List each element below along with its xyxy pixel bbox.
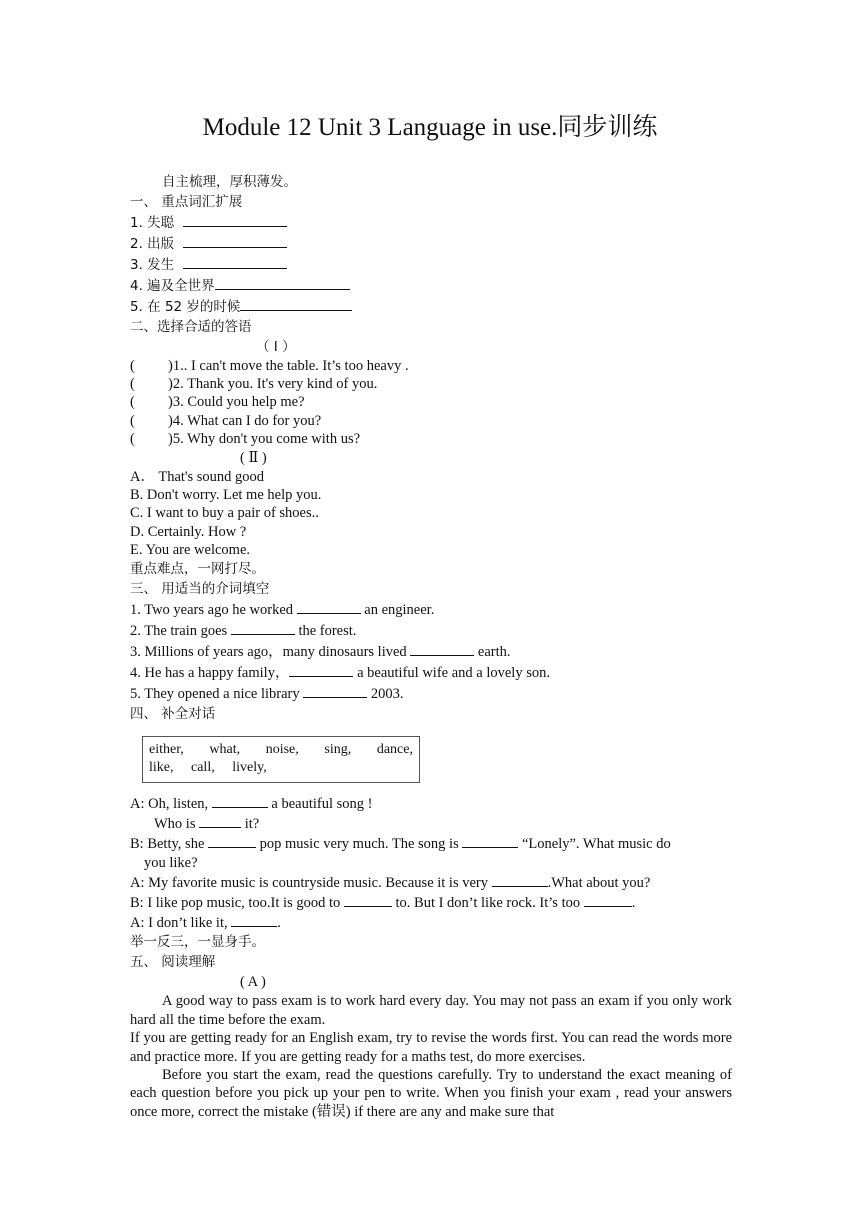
passage-label: ( A ) [240, 974, 266, 991]
answer-option: D. Certainly. How ? [130, 523, 247, 540]
choice-question: ( )2. Thank you. It's very kind of you. [130, 376, 378, 393]
vocab-item: 3. 发生 [130, 254, 732, 275]
word-bank-box [142, 736, 420, 783]
worksheet-body [130, 172, 732, 1121]
answer-blank[interactable] [183, 254, 287, 269]
dialogue-line: A: Oh, listen, a beautiful song ! [130, 793, 732, 813]
word-bank-row [149, 759, 413, 777]
answer-blank[interactable] [231, 620, 295, 635]
word-bank-word: noise, [265, 742, 299, 758]
choice-question: ( )4. What can I do for you? [130, 412, 322, 429]
word-bank-word: dance, [376, 742, 413, 758]
section-5-heading: 五、 阅读理解 [130, 954, 216, 971]
word-bank-word: like, [149, 760, 174, 776]
answer-blank[interactable] [183, 233, 287, 248]
vocab-item: 2. 出版 [130, 233, 732, 254]
vocab-item: 1. 失聪 [130, 212, 732, 233]
answer-option: E. You are welcome. [130, 541, 251, 558]
word-bank-word: lively, [232, 760, 267, 776]
section-3-heading: 三、 用适当的介词填空 [130, 581, 270, 598]
tail-line: 举一反三，一显身手。 [130, 934, 265, 951]
section-2-heading: 二、选择合适的答语 [130, 319, 252, 335]
dialogue-line: Who is it? [130, 813, 732, 833]
section-4-heading: 四、 补全对话 [130, 706, 216, 723]
answer-blank[interactable] [410, 641, 474, 656]
answer-blank[interactable] [199, 813, 241, 828]
answer-blank[interactable] [183, 212, 287, 227]
answer-blank[interactable] [231, 912, 277, 927]
fill-item: 4. He has a happy family， a beautiful wife and a lovely son. [130, 662, 732, 683]
intro-line: 自主梳理，厚积薄发。 [162, 174, 297, 190]
mid-line: 重点难点，一网打尽。 [130, 561, 265, 578]
fill-item: 5. They opened a nice library 2003. [130, 683, 732, 704]
answer-blank[interactable] [208, 833, 256, 848]
passage-paragraph: If you are getting ready for an English exam, try to revise the words first. You can read the words more and practice more. If you are getting ready for a maths test, do more exercises. [130, 1030, 732, 1065]
answer-blank[interactable] [344, 892, 392, 907]
answer-blank[interactable] [462, 833, 518, 848]
fill-item: 1. Two years ago he worked an engineer. [130, 599, 732, 620]
dialogue-line: A: My favorite music is countryside music. Because it is very .What about you? [130, 872, 732, 892]
fill-item: 2. The train goes the forest. [130, 620, 732, 641]
answer-blank[interactable] [289, 662, 353, 677]
answer-blank[interactable] [212, 793, 268, 808]
dialogue-line: A: I don’t like it, . [130, 912, 732, 932]
answer-option: C. I want to buy a pair of shoes.. [130, 505, 319, 522]
answer-option: B. Don't worry. Let me help you. [130, 487, 322, 504]
choice-question: ( )5. Why don't you come with us? [130, 430, 361, 447]
vocab-item: 5. 在 52 岁的时候 [130, 296, 732, 317]
answer-blank[interactable] [303, 683, 367, 698]
fill-item: 3. Millions of years ago，many dinosaurs lived earth. [130, 641, 732, 662]
dialogue-line: you like? [144, 854, 198, 871]
group-label: （ Ⅰ ） [256, 339, 296, 355]
passage-paragraph: A good way to pass exam is to work hard every day. You may not pass an exam if you only work hard all the time before the exam. [130, 993, 732, 1028]
answer-option: A． That's sound good [130, 469, 265, 486]
word-bank-word: what, [209, 742, 241, 758]
section-1-heading: 一、 重点词汇扩展 [130, 194, 243, 210]
answer-blank[interactable] [240, 296, 352, 311]
page-title: Module 12 Unit 3 Language in use.同步训练 [202, 114, 658, 141]
word-bank-word: call, [191, 760, 215, 776]
word-bank-word: sing, [324, 742, 352, 758]
answer-blank[interactable] [215, 275, 350, 290]
group-label: ( Ⅱ ) [240, 450, 267, 467]
answer-blank[interactable] [297, 599, 361, 614]
choice-question: ( )3. Could you help me? [130, 394, 305, 411]
dialogue-line: B: I like pop music, too.It is good to to. But I don’t like rock. It’s too . [130, 892, 732, 912]
answer-blank[interactable] [492, 872, 548, 887]
vocab-item: 4. 遍及全世界 [130, 275, 732, 296]
choice-question: ( )1.. I can't move the table. It’s too heavy . [130, 358, 409, 374]
word-bank-word: either, [149, 742, 184, 758]
dialogue-line: B: Betty, she pop music very much. The song is “Lonely”. What music do [130, 833, 732, 853]
answer-blank[interactable] [584, 892, 632, 907]
passage-paragraph: Before you start the exam, read the questions carefully. Try to understand the exact meaning of each question before you pick up your pen to write. When you finish your exam , read your answers once more, correct the mistake (错误) if there are any and make sure that [130, 1067, 732, 1120]
word-bank-row [149, 741, 413, 759]
